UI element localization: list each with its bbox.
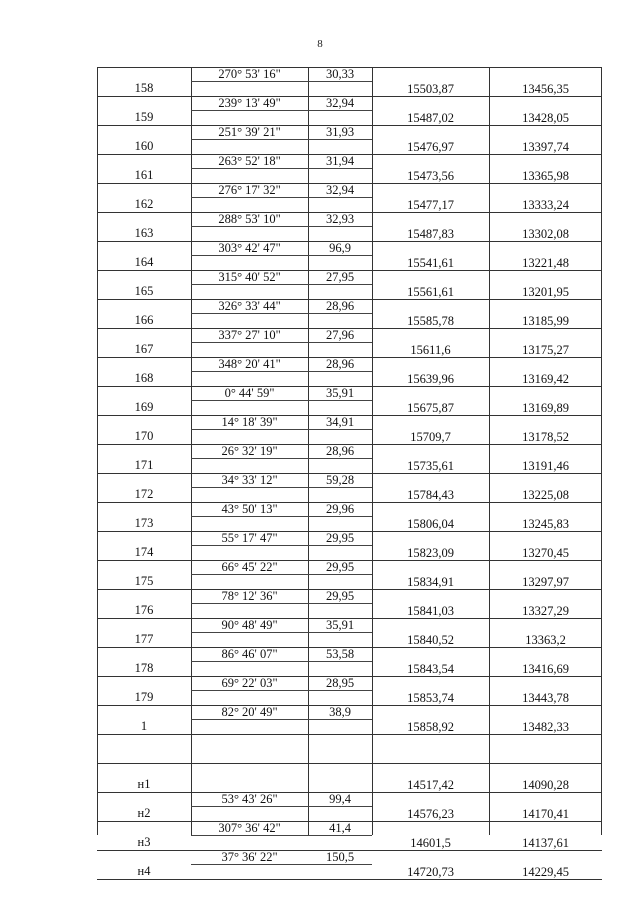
table-row: [97, 386, 602, 415]
angle-underline: [191, 139, 372, 140]
angle-underline: [191, 632, 372, 633]
point-number: н1: [137, 777, 151, 791]
distance: 28,96: [325, 299, 355, 313]
bearing-angle: 326° 33' 44": [218, 299, 281, 313]
coord-y: 13191,46: [522, 459, 569, 473]
angle-underline: [191, 719, 372, 720]
coord-y: 14170,41: [522, 807, 569, 821]
coord-x: 15806,04: [407, 517, 454, 531]
coord-x: 15735,61: [407, 459, 454, 473]
bearing-angle: 82° 20' 49": [221, 705, 278, 719]
coord-x: 14517,42: [407, 778, 454, 792]
coord-x: 15477,17: [407, 198, 454, 212]
point-number: 172: [134, 487, 154, 501]
table-row: [97, 734, 602, 763]
distance: 28,96: [325, 444, 355, 458]
bearing-angle: 34° 33' 12": [221, 473, 278, 487]
table-row: [97, 792, 602, 821]
point-number: 159: [134, 110, 154, 124]
coord-x: 15843,54: [407, 662, 454, 676]
table-row: [97, 676, 602, 705]
bearing-angle: 315° 40' 52": [218, 270, 281, 284]
angle-underline: [191, 574, 372, 575]
distance: 31,94: [325, 154, 355, 168]
coord-x: 15834,91: [407, 575, 454, 589]
bearing-angle: 37° 36' 22": [221, 850, 278, 864]
coord-y: 13416,69: [522, 662, 569, 676]
bearing-angle: 43° 50' 13": [221, 502, 278, 516]
coord-x: 15784,43: [407, 488, 454, 502]
point-number: 171: [134, 458, 154, 472]
coord-x: 15487,02: [407, 111, 454, 125]
angle-underline: [191, 168, 372, 169]
table-row: [97, 357, 602, 386]
angle-underline: [191, 81, 372, 82]
point-number: 166: [134, 313, 154, 327]
table-row: [97, 270, 602, 299]
table-row: [97, 531, 602, 560]
point-number: н4: [137, 864, 151, 878]
coord-y: 13169,89: [522, 401, 569, 415]
angle-underline: [191, 371, 372, 372]
distance: 31,93: [325, 125, 355, 139]
table-row: [97, 763, 602, 792]
angle-underline: [191, 516, 372, 517]
angle-underline: [191, 603, 372, 604]
coord-x: 15841,03: [407, 604, 454, 618]
angle-underline: [191, 835, 372, 836]
coord-y: 13428,05: [522, 111, 569, 125]
row-divider: [97, 763, 602, 764]
angle-underline: [191, 487, 372, 488]
coord-x: 15561,61: [407, 285, 454, 299]
table-row: [97, 647, 602, 676]
table-row: [97, 328, 602, 357]
bearing-angle: 239° 13' 49": [218, 96, 281, 110]
coord-y: 13297,97: [522, 575, 569, 589]
bearing-angle: 0° 44' 59": [224, 386, 275, 400]
table-bottom-border: [97, 879, 602, 880]
point-number: н3: [137, 835, 151, 849]
point-number: 158: [134, 81, 154, 95]
table-row: [97, 299, 602, 328]
coord-x: 15840,52: [407, 633, 454, 647]
distance: 29,95: [325, 560, 355, 574]
point-number: 173: [134, 516, 154, 530]
coord-x: 15476,97: [407, 140, 454, 154]
coord-x: 15473,56: [407, 169, 454, 183]
angle-underline: [191, 110, 372, 111]
coord-x: 15858,92: [407, 720, 454, 734]
coord-y: 13221,48: [522, 256, 569, 270]
angle-underline: [191, 806, 372, 807]
point-number: 178: [134, 661, 154, 675]
bearing-angle: 86° 46' 07": [221, 647, 278, 661]
point-number: 162: [134, 197, 154, 211]
distance: 35,91: [325, 386, 355, 400]
coord-y: 13363,2: [525, 633, 566, 647]
bearing-angle: 251° 39' 21": [218, 125, 281, 139]
table-row: [97, 241, 602, 270]
coord-x: 15853,74: [407, 691, 454, 705]
table-row: [97, 444, 602, 473]
coord-y: 14137,61: [522, 836, 569, 850]
coord-y: 13270,45: [522, 546, 569, 560]
coord-y: 13365,98: [522, 169, 569, 183]
coord-x: 15639,96: [407, 372, 454, 386]
coord-y: 13327,29: [522, 604, 569, 618]
table-row: [97, 212, 602, 241]
table-row: [97, 618, 602, 647]
distance: 41,4: [329, 821, 351, 835]
table-row: [97, 154, 602, 183]
distance: 27,95: [325, 270, 355, 284]
bearing-angle: 270° 53' 16": [218, 67, 281, 81]
coord-x: 15585,78: [407, 314, 454, 328]
bearing-angle: 337° 27' 10": [218, 328, 281, 342]
bearing-angle: 288° 53' 10": [218, 212, 281, 226]
table-row: [97, 589, 602, 618]
point-number: 164: [134, 255, 154, 269]
coord-y: 13201,95: [522, 285, 569, 299]
bearing-angle: 303° 42' 47": [218, 241, 281, 255]
coord-y: 13456,35: [522, 82, 569, 96]
bearing-angle: 78° 12' 36": [221, 589, 278, 603]
distance: 99,4: [329, 792, 351, 806]
coord-x: 15611,6: [410, 343, 451, 357]
distance: 28,95: [325, 676, 355, 690]
distance: 30,33: [325, 67, 355, 81]
coord-y: 13443,78: [522, 691, 569, 705]
angle-underline: [191, 226, 372, 227]
point-number: 165: [134, 284, 154, 298]
bearing-angle: 348° 20' 41": [218, 357, 281, 371]
point-number: 174: [134, 545, 154, 559]
distance: 96,9: [329, 241, 351, 255]
bearing-angle: 55° 17' 47": [221, 531, 278, 545]
table-row: [97, 502, 602, 531]
table-row: [97, 560, 602, 589]
point-number: 160: [134, 139, 154, 153]
coord-x: 15487,83: [407, 227, 454, 241]
bearing-angle: 276° 17' 32": [218, 183, 281, 197]
distance: 27,96: [325, 328, 355, 342]
angle-underline: [191, 284, 372, 285]
distance: 53,58: [325, 647, 355, 661]
coord-x: 15503,87: [407, 82, 454, 96]
coord-x: 15823,09: [407, 546, 454, 560]
point-number: 163: [134, 226, 154, 240]
distance: 29,95: [325, 531, 355, 545]
table-row: [97, 705, 602, 734]
coord-x: 15709,7: [410, 430, 451, 444]
point-number: 179: [134, 690, 154, 704]
coord-x: 14720,73: [407, 865, 454, 879]
table-row: [97, 821, 602, 850]
table-row: [97, 125, 602, 154]
angle-underline: [191, 400, 372, 401]
coord-x: 15675,87: [407, 401, 454, 415]
point-number: 168: [134, 371, 154, 385]
table-row: [97, 96, 602, 125]
coord-y: 14090,28: [522, 778, 569, 792]
table-row: [97, 850, 602, 879]
point-number: 177: [134, 632, 154, 646]
bearing-angle: 90° 48' 49": [221, 618, 278, 632]
coord-x: 14601,5: [410, 836, 451, 850]
coord-y: 13175,27: [522, 343, 569, 357]
angle-underline: [191, 197, 372, 198]
coord-y: 13185,99: [522, 314, 569, 328]
bearing-angle: 263° 52' 18": [218, 154, 281, 168]
bearing-angle: 69° 22' 03": [221, 676, 278, 690]
distance: 35,91: [325, 618, 355, 632]
distance: 34,91: [325, 415, 355, 429]
table-row: [97, 183, 602, 212]
distance: 32,94: [325, 96, 355, 110]
distance: 38,9: [329, 705, 351, 719]
distance: 29,95: [325, 589, 355, 603]
coord-y: 13169,42: [522, 372, 569, 386]
bearing-angle: 307° 36' 42": [218, 821, 281, 835]
coord-x: 15541,61: [407, 256, 454, 270]
point-number: н2: [137, 806, 151, 820]
table-row: [97, 415, 602, 444]
coord-y: 13245,83: [522, 517, 569, 531]
angle-underline: [191, 864, 372, 865]
point-number: 161: [134, 168, 154, 182]
angle-underline: [191, 429, 372, 430]
angle-underline: [191, 255, 372, 256]
angle-underline: [191, 545, 372, 546]
table-row: [97, 473, 602, 502]
coord-y: 13302,08: [522, 227, 569, 241]
angle-underline: [191, 690, 372, 691]
coord-y: 14229,45: [522, 865, 569, 879]
distance: 32,94: [325, 183, 355, 197]
bearing-angle: 14° 18' 39": [221, 415, 278, 429]
point-number: 167: [134, 342, 154, 356]
coord-y: 13225,08: [522, 488, 569, 502]
point-number: 1: [140, 719, 148, 733]
angle-underline: [191, 458, 372, 459]
point-number: 175: [134, 574, 154, 588]
bearing-angle: 53° 43' 26": [221, 792, 278, 806]
angle-underline: [191, 342, 372, 343]
distance: 28,96: [325, 357, 355, 371]
coord-x: 14576,23: [407, 807, 454, 821]
distance: 32,93: [325, 212, 355, 226]
bearing-angle: 26° 32' 19": [221, 444, 278, 458]
coord-y: 13178,52: [522, 430, 569, 444]
page-number: 8: [317, 38, 323, 50]
point-number: 170: [134, 429, 154, 443]
point-number: 169: [134, 400, 154, 414]
coord-y: 13397,74: [522, 140, 569, 154]
coord-y: 13482,33: [522, 720, 569, 734]
angle-underline: [191, 313, 372, 314]
distance: 59,28: [325, 473, 355, 487]
table-row: [97, 67, 602, 96]
angle-underline: [191, 661, 372, 662]
bearing-angle: 66° 45' 22": [221, 560, 278, 574]
point-number: 176: [134, 603, 154, 617]
row-divider: [97, 734, 602, 735]
distance: 29,96: [325, 502, 355, 516]
distance: 150,5: [325, 850, 355, 864]
coord-y: 13333,24: [522, 198, 569, 212]
